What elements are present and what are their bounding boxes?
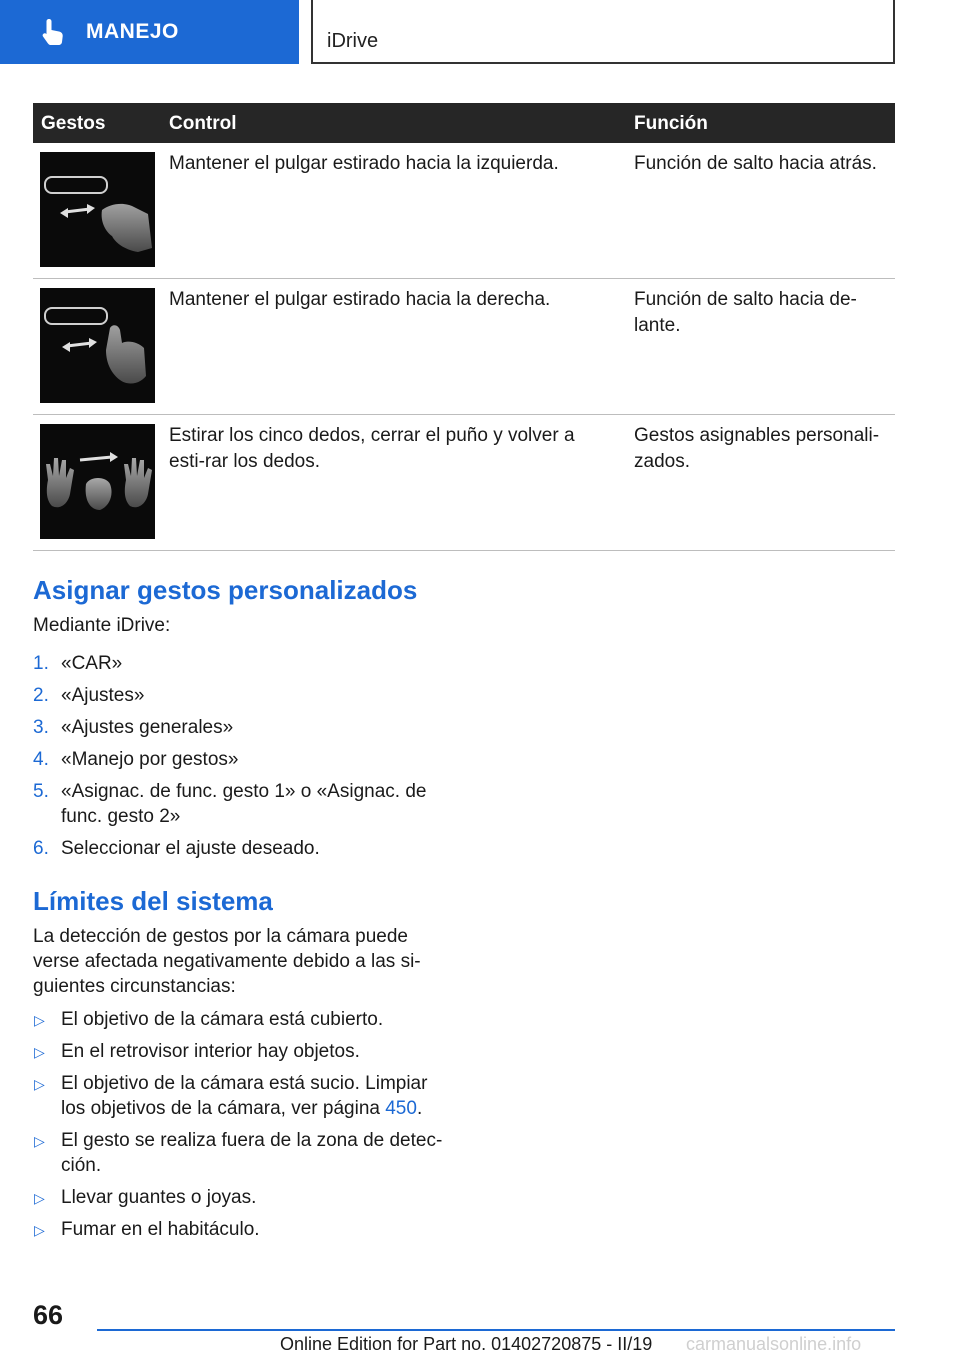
bullet-text: El objetivo de la cámara está cubierto. bbox=[61, 1009, 384, 1030]
step-number: 1. bbox=[33, 653, 49, 674]
bullet-text: El objetivo de la cámara está sucio. Limpiar los objetivos de la cámara, ver página bbox=[61, 1073, 428, 1119]
footer-divider bbox=[97, 1329, 895, 1331]
column-header-gestures: Gestos bbox=[41, 113, 106, 134]
step-number: 2. bbox=[33, 685, 49, 706]
section-label: MANEJO bbox=[86, 20, 179, 43]
thumb-right-gesture-icon bbox=[40, 288, 155, 403]
list-item bbox=[33, 1071, 431, 1121]
step-text: «Asignac. de func. gesto 1» o «Asignac. de func. gesto 2» bbox=[61, 781, 427, 827]
table-row bbox=[33, 415, 895, 551]
list-item bbox=[33, 715, 453, 740]
gesture-table bbox=[33, 103, 895, 551]
column-header-function: Función bbox=[634, 113, 708, 134]
table-row bbox=[33, 279, 895, 415]
triangle-bullet-icon: ▷ bbox=[34, 1076, 45, 1092]
triangle-bullet-icon: ▷ bbox=[34, 1190, 45, 1206]
bullet-text: En el retrovisor interior hay objetos. bbox=[61, 1041, 360, 1062]
step-number: 6. bbox=[33, 838, 49, 859]
section-tab[interactable] bbox=[0, 0, 299, 64]
triangle-bullet-icon: ▷ bbox=[34, 1222, 45, 1238]
bullet-text: Fumar en el habitáculo. bbox=[61, 1219, 260, 1240]
bullet-text-end: . bbox=[416, 1098, 423, 1119]
control-text: Estirar los cinco dedos, cerrar el puño y volver a esti-rar los dedos. bbox=[169, 425, 575, 472]
list-item bbox=[33, 779, 453, 829]
step-text: «Ajustes» bbox=[61, 685, 145, 706]
table-header bbox=[33, 103, 895, 143]
topic-label: iDrive bbox=[327, 30, 379, 52]
page-link[interactable]: 450 bbox=[385, 1098, 417, 1119]
limits-intro: La detección de gestos por la cámara puede verse afectada negativamente debido a las si-guientes circunstancias: bbox=[33, 926, 421, 997]
thumb-left-gesture-icon bbox=[40, 152, 155, 267]
watermark: carmanualsonline.info bbox=[686, 1334, 862, 1354]
control-text: Mantener el pulgar estirado hacia la izquierda. bbox=[169, 153, 559, 174]
list-item bbox=[33, 683, 453, 708]
list-item bbox=[33, 1007, 463, 1032]
assign-steps bbox=[33, 651, 453, 861]
step-text: «Ajustes generales» bbox=[61, 717, 234, 738]
step-text: Seleccionar el ajuste deseado. bbox=[61, 838, 320, 859]
assign-intro: Mediante iDrive: bbox=[33, 615, 171, 636]
list-item bbox=[33, 747, 453, 772]
topic-header bbox=[311, 0, 895, 64]
step-text: «Manejo por gestos» bbox=[61, 749, 239, 770]
edition-text: Online Edition for Part no. 01402720875 - II/19 bbox=[280, 1334, 653, 1354]
limits-bullets bbox=[33, 1007, 463, 1242]
list-item bbox=[33, 836, 453, 861]
list-item bbox=[33, 651, 453, 676]
step-number: 4. bbox=[33, 749, 49, 770]
section-title-assign: Asignar gestos personalizados bbox=[33, 575, 418, 605]
list-item bbox=[33, 1217, 463, 1242]
function-text: Función de salto hacia atrás. bbox=[634, 153, 877, 174]
bullet-text: El gesto se realiza fuera de la zona de detec-ción. bbox=[61, 1130, 443, 1176]
step-number: 5. bbox=[33, 781, 49, 802]
control-text: Mantener el pulgar estirado hacia la derecha. bbox=[169, 289, 551, 310]
list-item bbox=[33, 1039, 463, 1064]
table-row bbox=[33, 143, 895, 279]
function-text: Función de salto hacia de-lante. bbox=[634, 289, 857, 336]
page-number: 66 bbox=[33, 1300, 64, 1330]
step-number: 3. bbox=[33, 717, 49, 738]
list-item bbox=[33, 1128, 446, 1178]
function-text: Gestos asignables personali-zados. bbox=[634, 425, 880, 472]
triangle-bullet-icon: ▷ bbox=[34, 1133, 45, 1149]
section-title-limits: Límites del sistema bbox=[33, 886, 273, 916]
step-text: «CAR» bbox=[61, 653, 123, 674]
triangle-bullet-icon: ▷ bbox=[34, 1012, 45, 1028]
list-item bbox=[33, 1185, 463, 1210]
bullet-text: Llevar guantes o joyas. bbox=[61, 1187, 257, 1208]
column-header-control: Control bbox=[169, 113, 237, 134]
triangle-bullet-icon: ▷ bbox=[34, 1044, 45, 1060]
fist-open-hand-gesture-icon bbox=[40, 424, 155, 539]
hand-touch-icon bbox=[40, 17, 66, 47]
